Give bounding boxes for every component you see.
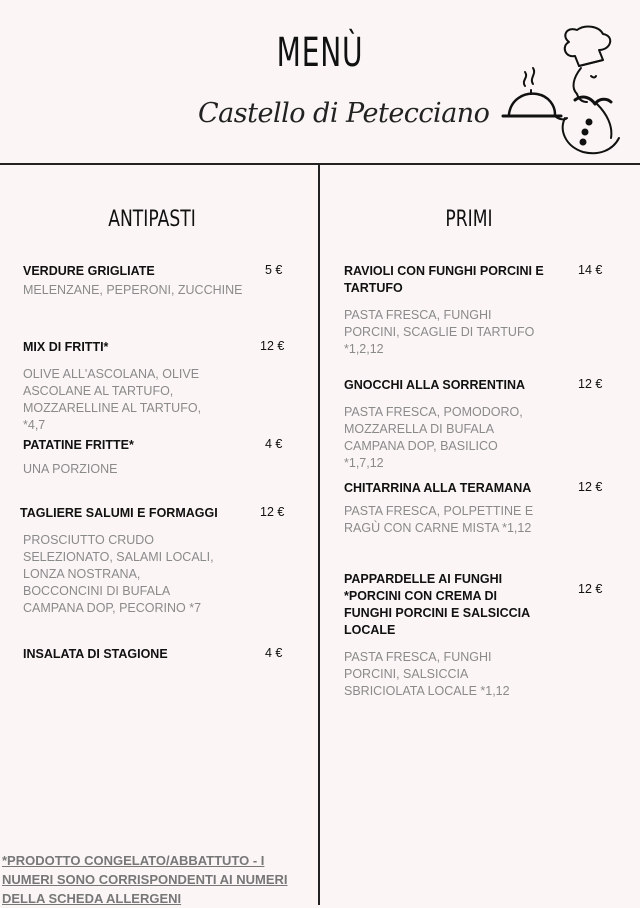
primi-heading: PRIMI bbox=[445, 207, 493, 232]
restaurant-name: Castello di Petecciano bbox=[198, 98, 490, 129]
antipasti-heading: ANTIPASTI bbox=[108, 207, 196, 232]
item-description: PASTA FRESCA, FUNGHI PORCINI, SALSICCIA SBRICIOLATA LOCALE *1,12 bbox=[344, 650, 510, 698]
menu-item bbox=[23, 263, 313, 299]
item-price: 12 € bbox=[578, 582, 603, 596]
item-price: 14 € bbox=[578, 263, 603, 277]
item-name: MIX DI FRITTI* bbox=[23, 340, 109, 354]
column-divider bbox=[318, 165, 320, 905]
menu-item bbox=[23, 339, 313, 434]
header-divider bbox=[0, 163, 640, 165]
chef-serving-tray-icon bbox=[495, 22, 625, 162]
item-name: CHITARRINA ALLA TERAMANA bbox=[344, 481, 532, 495]
item-price: 12 € bbox=[578, 480, 603, 494]
menu-title: MENÙ bbox=[276, 30, 364, 76]
item-description: PASTA FRESCA, FUNGHI PORCINI, SCAGLIE DI TARTUFO *1,2,12 bbox=[344, 308, 535, 356]
item-name: GNOCCHI ALLA SORRENTINA bbox=[344, 378, 526, 392]
menu-item bbox=[23, 437, 313, 478]
menu-item bbox=[344, 377, 629, 472]
item-price: 5 € bbox=[265, 263, 283, 277]
item-name: TAGLIERE SALUMI E FORMAGGI bbox=[20, 506, 218, 520]
item-description: PROSCIUTTO CRUDO SELEZIONATO, SALAMI LOCALI, LONZA NOSTRANA, BOCCONCINI DI BUFALA CAMPANA DOP, PECORINO *7 bbox=[23, 533, 214, 615]
allergen-footnote: *PRODOTTO CONGELATO/ABBATTUTO - I NUMERI SONO CORRISPONDENTI AI NUMERI DELLA SCHEDA ALLERGENI bbox=[2, 853, 288, 906]
item-price: 4 € bbox=[265, 437, 283, 451]
item-description: UNA PORZIONE bbox=[23, 462, 118, 476]
item-price: 4 € bbox=[265, 646, 283, 660]
item-description: PASTA FRESCA, POMODORO, MOZZARELLA DI BUFALA CAMPANA DOP, BASILICO *1,7,12 bbox=[344, 405, 523, 470]
item-price: 12 € bbox=[260, 339, 285, 353]
menu-item bbox=[23, 646, 313, 663]
item-description: OLIVE ALL'ASCOLANA, OLIVE ASCOLANE AL TARTUFO, MOZZARELLINE AL TARTUFO, *4,7 bbox=[23, 367, 202, 432]
item-price: 12 € bbox=[578, 377, 603, 391]
menu-item bbox=[344, 263, 629, 358]
item-name: PAPPARDELLE AI FUNGHI *PORCINI CON CREMA DI FUNGHI PORCINI E SALSICCIA LOCALE bbox=[344, 572, 530, 637]
item-price: 12 € bbox=[260, 505, 285, 519]
item-name: VERDURE GRIGLIATE bbox=[23, 264, 155, 278]
item-name: RAVIOLI CON FUNGHI PORCINI E TARTUFO bbox=[344, 264, 544, 295]
item-name: PATATINE FRITTE* bbox=[23, 438, 134, 452]
item-description: PASTA FRESCA, POLPETTINE E RAGÙ CON CARNE MISTA *1,12 bbox=[344, 504, 534, 535]
item-description: MELENZANE, PEPERONI, ZUCCHINE bbox=[23, 283, 243, 297]
menu-item bbox=[344, 480, 629, 537]
menu-item bbox=[20, 505, 313, 617]
item-name: INSALATA DI STAGIONE bbox=[23, 647, 168, 661]
menu-item bbox=[344, 571, 629, 700]
